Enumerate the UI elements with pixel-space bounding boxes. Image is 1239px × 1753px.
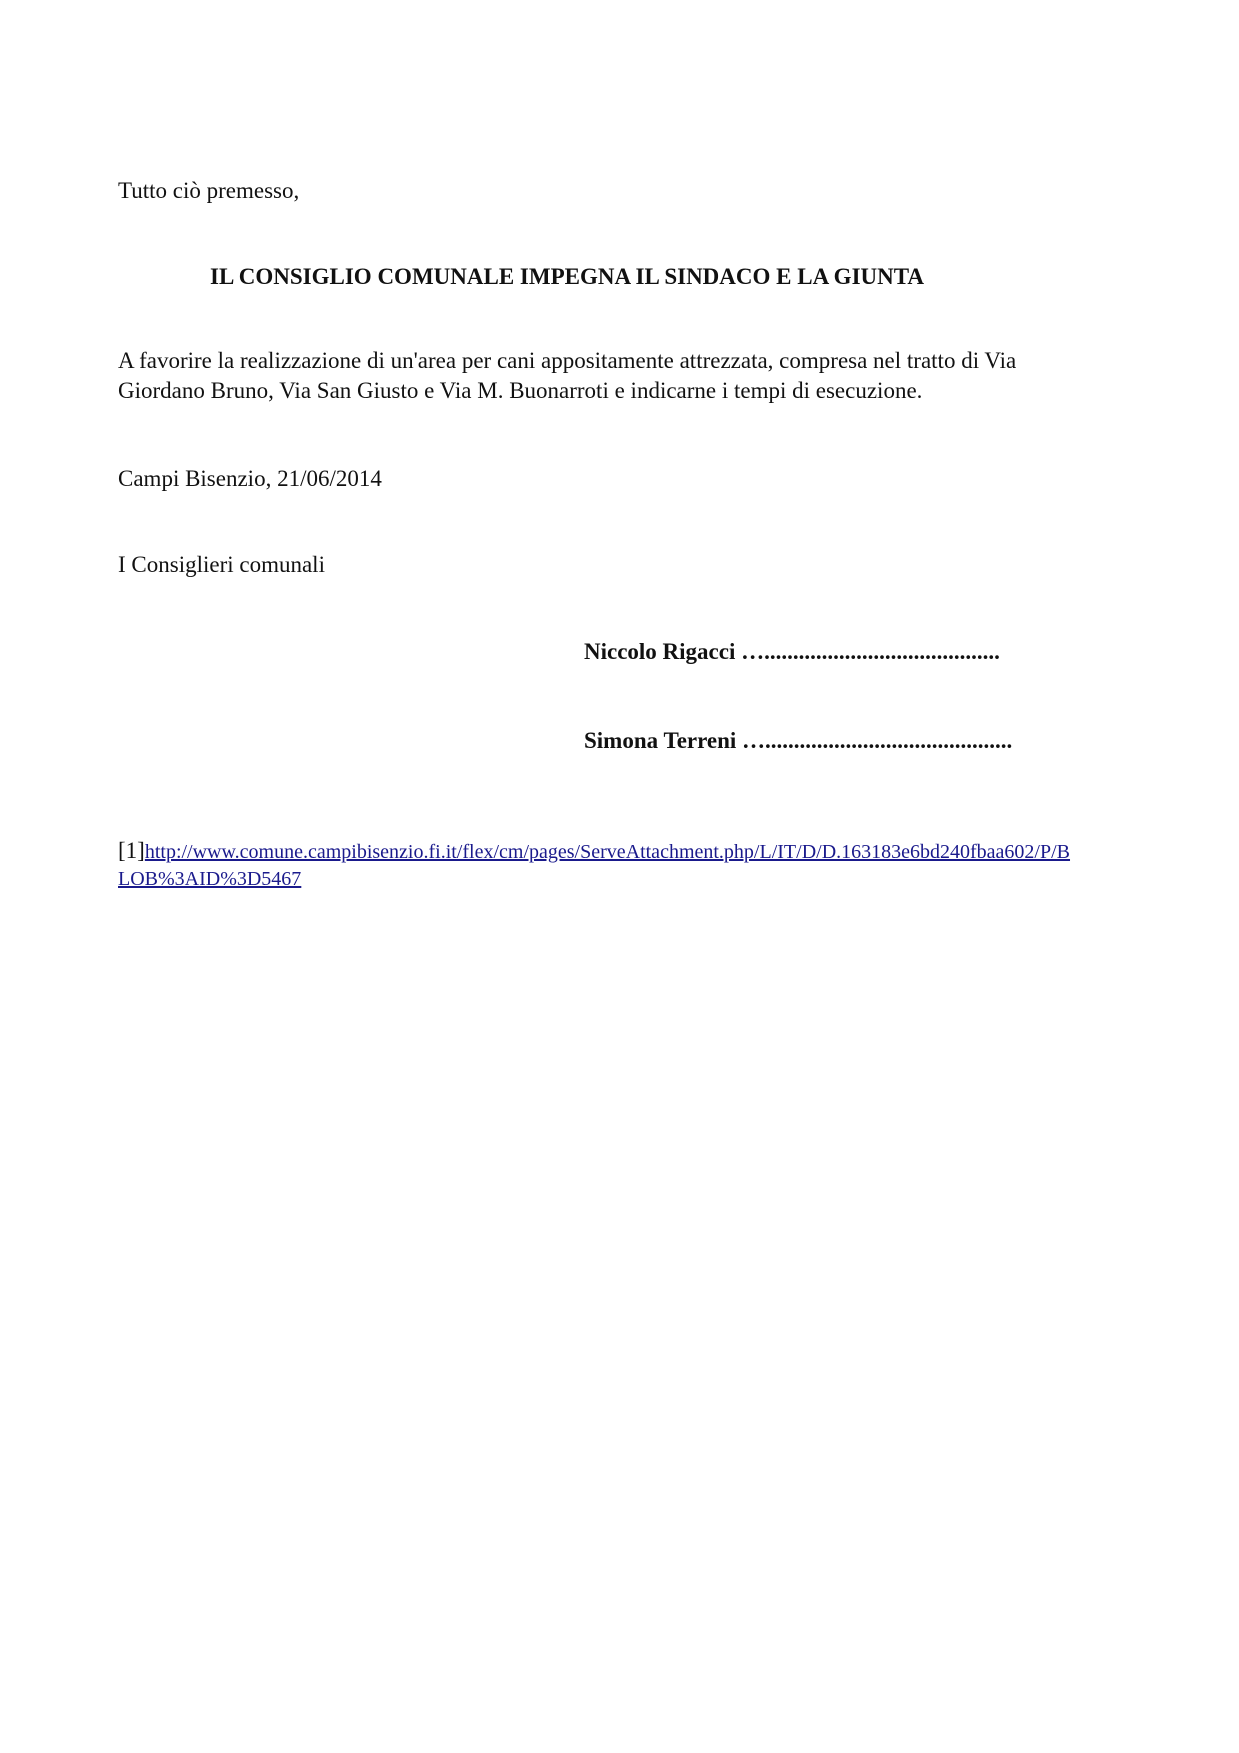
- footnote-link[interactable]: [118, 841, 1070, 890]
- signature-dots: …...........................................: [742, 728, 1013, 753]
- place-date: Campi Bisenzio, 21/06/2014: [118, 466, 382, 491]
- signers-label: I Consiglieri comunali: [118, 552, 325, 577]
- footnote-link-line-1: http://www.comune.campibisenzio.fi.it/flex/cm/pages/ServeAttachment.php/L/IT/D/D.163183e6bd240fbaa602/P/B: [144, 841, 1071, 863]
- footnote-marker: [1]: [118, 838, 145, 863]
- resolution-heading: IL CONSIGLIO COMUNALE IMPEGNA IL SINDACO E LA GIUNTA: [210, 264, 924, 289]
- footnote: [118, 838, 1118, 892]
- signer-name: Simona Terreni: [584, 728, 737, 753]
- signature-dots: ….........................................: [741, 639, 1000, 664]
- signature-line: [584, 726, 1012, 756]
- signature-line: [584, 637, 1000, 667]
- footnote-link-line-2: LOB%3AID%3D5467: [118, 868, 302, 890]
- resolution-body: A favorire la realizzazione di un'area per cani appositamente attrezzata, compresa nel tratto di Via Giordano Bruno, Via San Giusto e Via M. Buonarroti e indicarne i tempi di esecuzione.: [118, 348, 1017, 403]
- signer-name: Niccolo Rigacci: [584, 639, 736, 664]
- opening-line: Tutto ciò premesso,: [118, 178, 300, 203]
